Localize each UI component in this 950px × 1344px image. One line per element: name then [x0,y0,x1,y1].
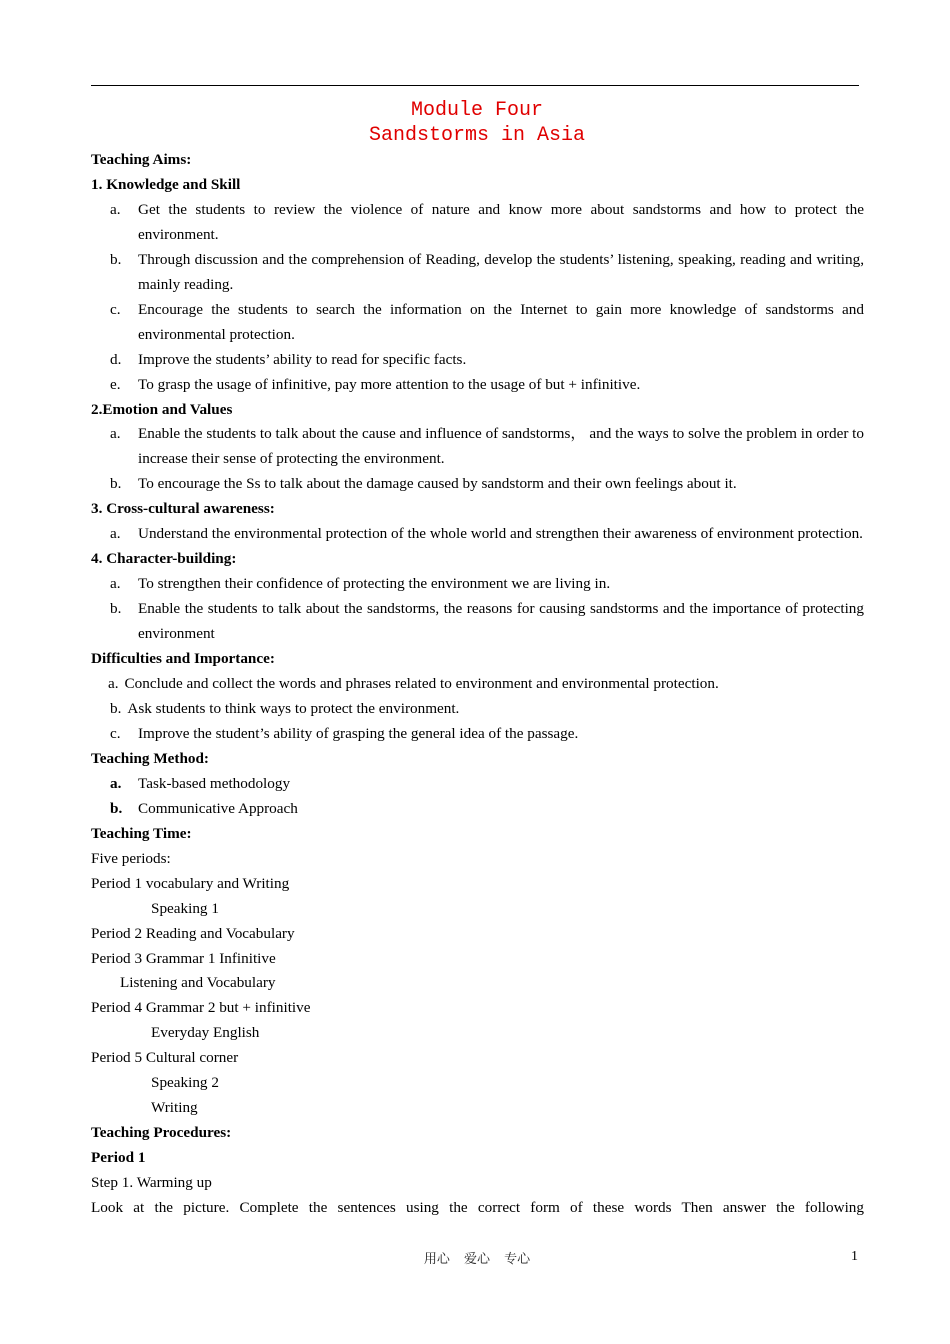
method-heading: Teaching Method: [91,749,209,767]
knowledge-list [91,198,864,398]
list-item: b. Communicative Approach [110,799,298,817]
knowledge-heading: 1. Knowledge and Skill [91,175,241,193]
time-line: Period 1 vocabulary and Writing [91,874,290,892]
doc-title-line1: Module Four [410,99,544,122]
document-body [91,148,864,1221]
step1-text: Step 1. Warming up [91,1174,212,1192]
list-item: a. To strengthen their confidence of protecting the environment we are living in. [110,575,611,593]
cross-cultural-list [91,522,864,547]
list-item: d. Improve the students’ ability to read for specific facts. [110,350,467,368]
time-line: Writing [151,1099,198,1117]
list-item: c. Encourage the students to search the information on the Internet to gain more knowledge of sandstorms and environmental protection. [110,300,864,343]
time-line: Listening and Vocabulary [120,974,276,992]
list-item: a. Enable the students to talk about the cause and influence of sandstorms， and the ways to solve the problem in order to increase their sense of protecting the environment. [110,425,864,468]
cross-cultural-heading: 3. Cross-cultural awareness: [91,500,275,518]
list-item: b. To encourage the Ss to talk about the damage caused by sandstorm and their own feelings about it. [110,475,737,493]
list-item: c. Improve the student’s ability of grasping the general idea of the passage. [110,724,579,742]
character-heading: 4. Character-building: [91,550,237,568]
time-line: Five periods: [91,849,171,867]
time-line: Period 5 Cultural corner [91,1049,239,1067]
list-item: b. Enable the students to talk about the sandstorms, the reasons for causing sandstorms and the importance of protecting environment [110,600,864,643]
difficulties-list [91,672,864,747]
teaching-aims-heading: Teaching Aims: [91,151,192,168]
list-item: b. Ask students to think ways to protect the environment. [110,699,460,717]
method-list [91,772,864,822]
emotion-list [91,422,864,497]
header-rule [91,85,859,86]
paragraph-text: Look at the picture. Complete the sentences using the correct form of these words Then answer the following [91,1199,864,1217]
time-heading: Teaching Time: [91,824,192,842]
time-list [91,847,864,1121]
list-item: a. Conclude and collect the words and phrases related to environment and environmental protection. [108,675,719,693]
period1-heading: Period 1 [91,1149,146,1167]
time-line: Speaking 1 [151,899,219,917]
time-line: Period 4 Grammar 2 but + infinitive [91,999,311,1017]
emotion-heading: 2.Emotion and Values [91,400,233,418]
character-list [91,572,864,647]
difficulties-heading: Difficulties and Importance: [91,650,275,668]
list-item: e. To grasp the usage of infinitive, pay more attention to the usage of but + infinitive. [110,375,641,393]
time-line: Period 2 Reading and Vocabulary [91,924,295,942]
time-line: Period 3 Grammar 1 Infinitive [91,949,276,967]
time-line: Speaking 2 [151,1074,219,1092]
list-item: a. Task-based methodology [110,774,291,792]
page-number: 1 [851,1249,858,1264]
procedures-heading: Teaching Procedures: [91,1124,232,1142]
footer-motto: 用心 爱心 专心 [423,1252,531,1267]
list-item: a. Understand the environmental protection of the whole world and strengthen their awareness of environment protection. [110,525,863,543]
doc-title-line2: Sandstorms in Asia [368,124,586,147]
list-item: b. Through discussion and the comprehension of Reading, develop the students’ listening, speaking, reading and writing, mainly reading. [110,250,864,293]
list-item: a. Get the students to review the violence of nature and know more about sandstorms and how to protect the environment. [110,200,864,243]
time-line: Everyday English [151,1024,260,1042]
